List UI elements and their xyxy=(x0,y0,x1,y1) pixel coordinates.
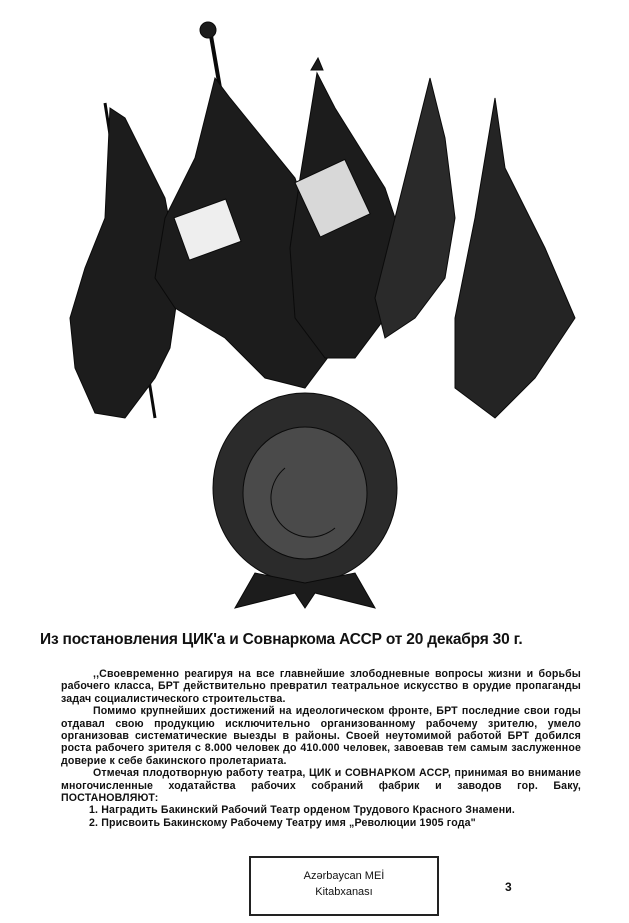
order-emblem-inner xyxy=(243,427,367,559)
paragraph-1: ,,Своевременно реагируя на все главнейшие злободневные вопросы жизни и борьбы рабочего класса, БРТ действительно превратил театральное искусство в орудие пропаганды задач социалистического строительства. xyxy=(61,668,581,705)
paragraph-2: Помимо крупнейших достижений на идеологическом фронте, БРТ последние свои годы отдавал свою продукцию исключительно организованному рабочему зрителю, умело организовав систематические выезды в районы. Своей неутомимой работой БРТ добился роста рабочего зрителя с 8.000 человек до 410.000 человек, завоевав тем самым заслуженное доверие к себе бакинского пролетариата. xyxy=(61,705,581,767)
banners-and-order-illustration xyxy=(55,18,580,618)
paragraph-4: 1. Наградить Бакинский Рабочий Театр орденом Трудового Красного Знамени. xyxy=(89,804,516,817)
pole-finial xyxy=(200,22,216,38)
page-number: 3 xyxy=(505,880,512,894)
flag-right-2 xyxy=(455,98,575,418)
library-stamp xyxy=(249,856,439,916)
stamp-line-1: Azərbaycan MEİ xyxy=(303,870,385,882)
page-headline: Из постановления ЦИК'а и Совнаркома АССР от 20 декабря 30 г. xyxy=(40,631,523,648)
paragraph-3: Отмечая плодотворную работу театра, ЦИК и СОВНАРКОМ АССР, принимая во внимание многочисленные ходатайства рабочих собраний фабрик и заводов гор. Баку, ПОСТАНОВЛЯЮТ: xyxy=(61,767,581,805)
stamp-line-2: Kitabxanası xyxy=(315,886,373,898)
star-finial xyxy=(311,58,323,70)
resolution-text xyxy=(61,668,581,829)
paragraph-5: 2. Присвоить Бакинскому Рабочему Театру имя „Революции 1905 года" xyxy=(89,816,476,829)
